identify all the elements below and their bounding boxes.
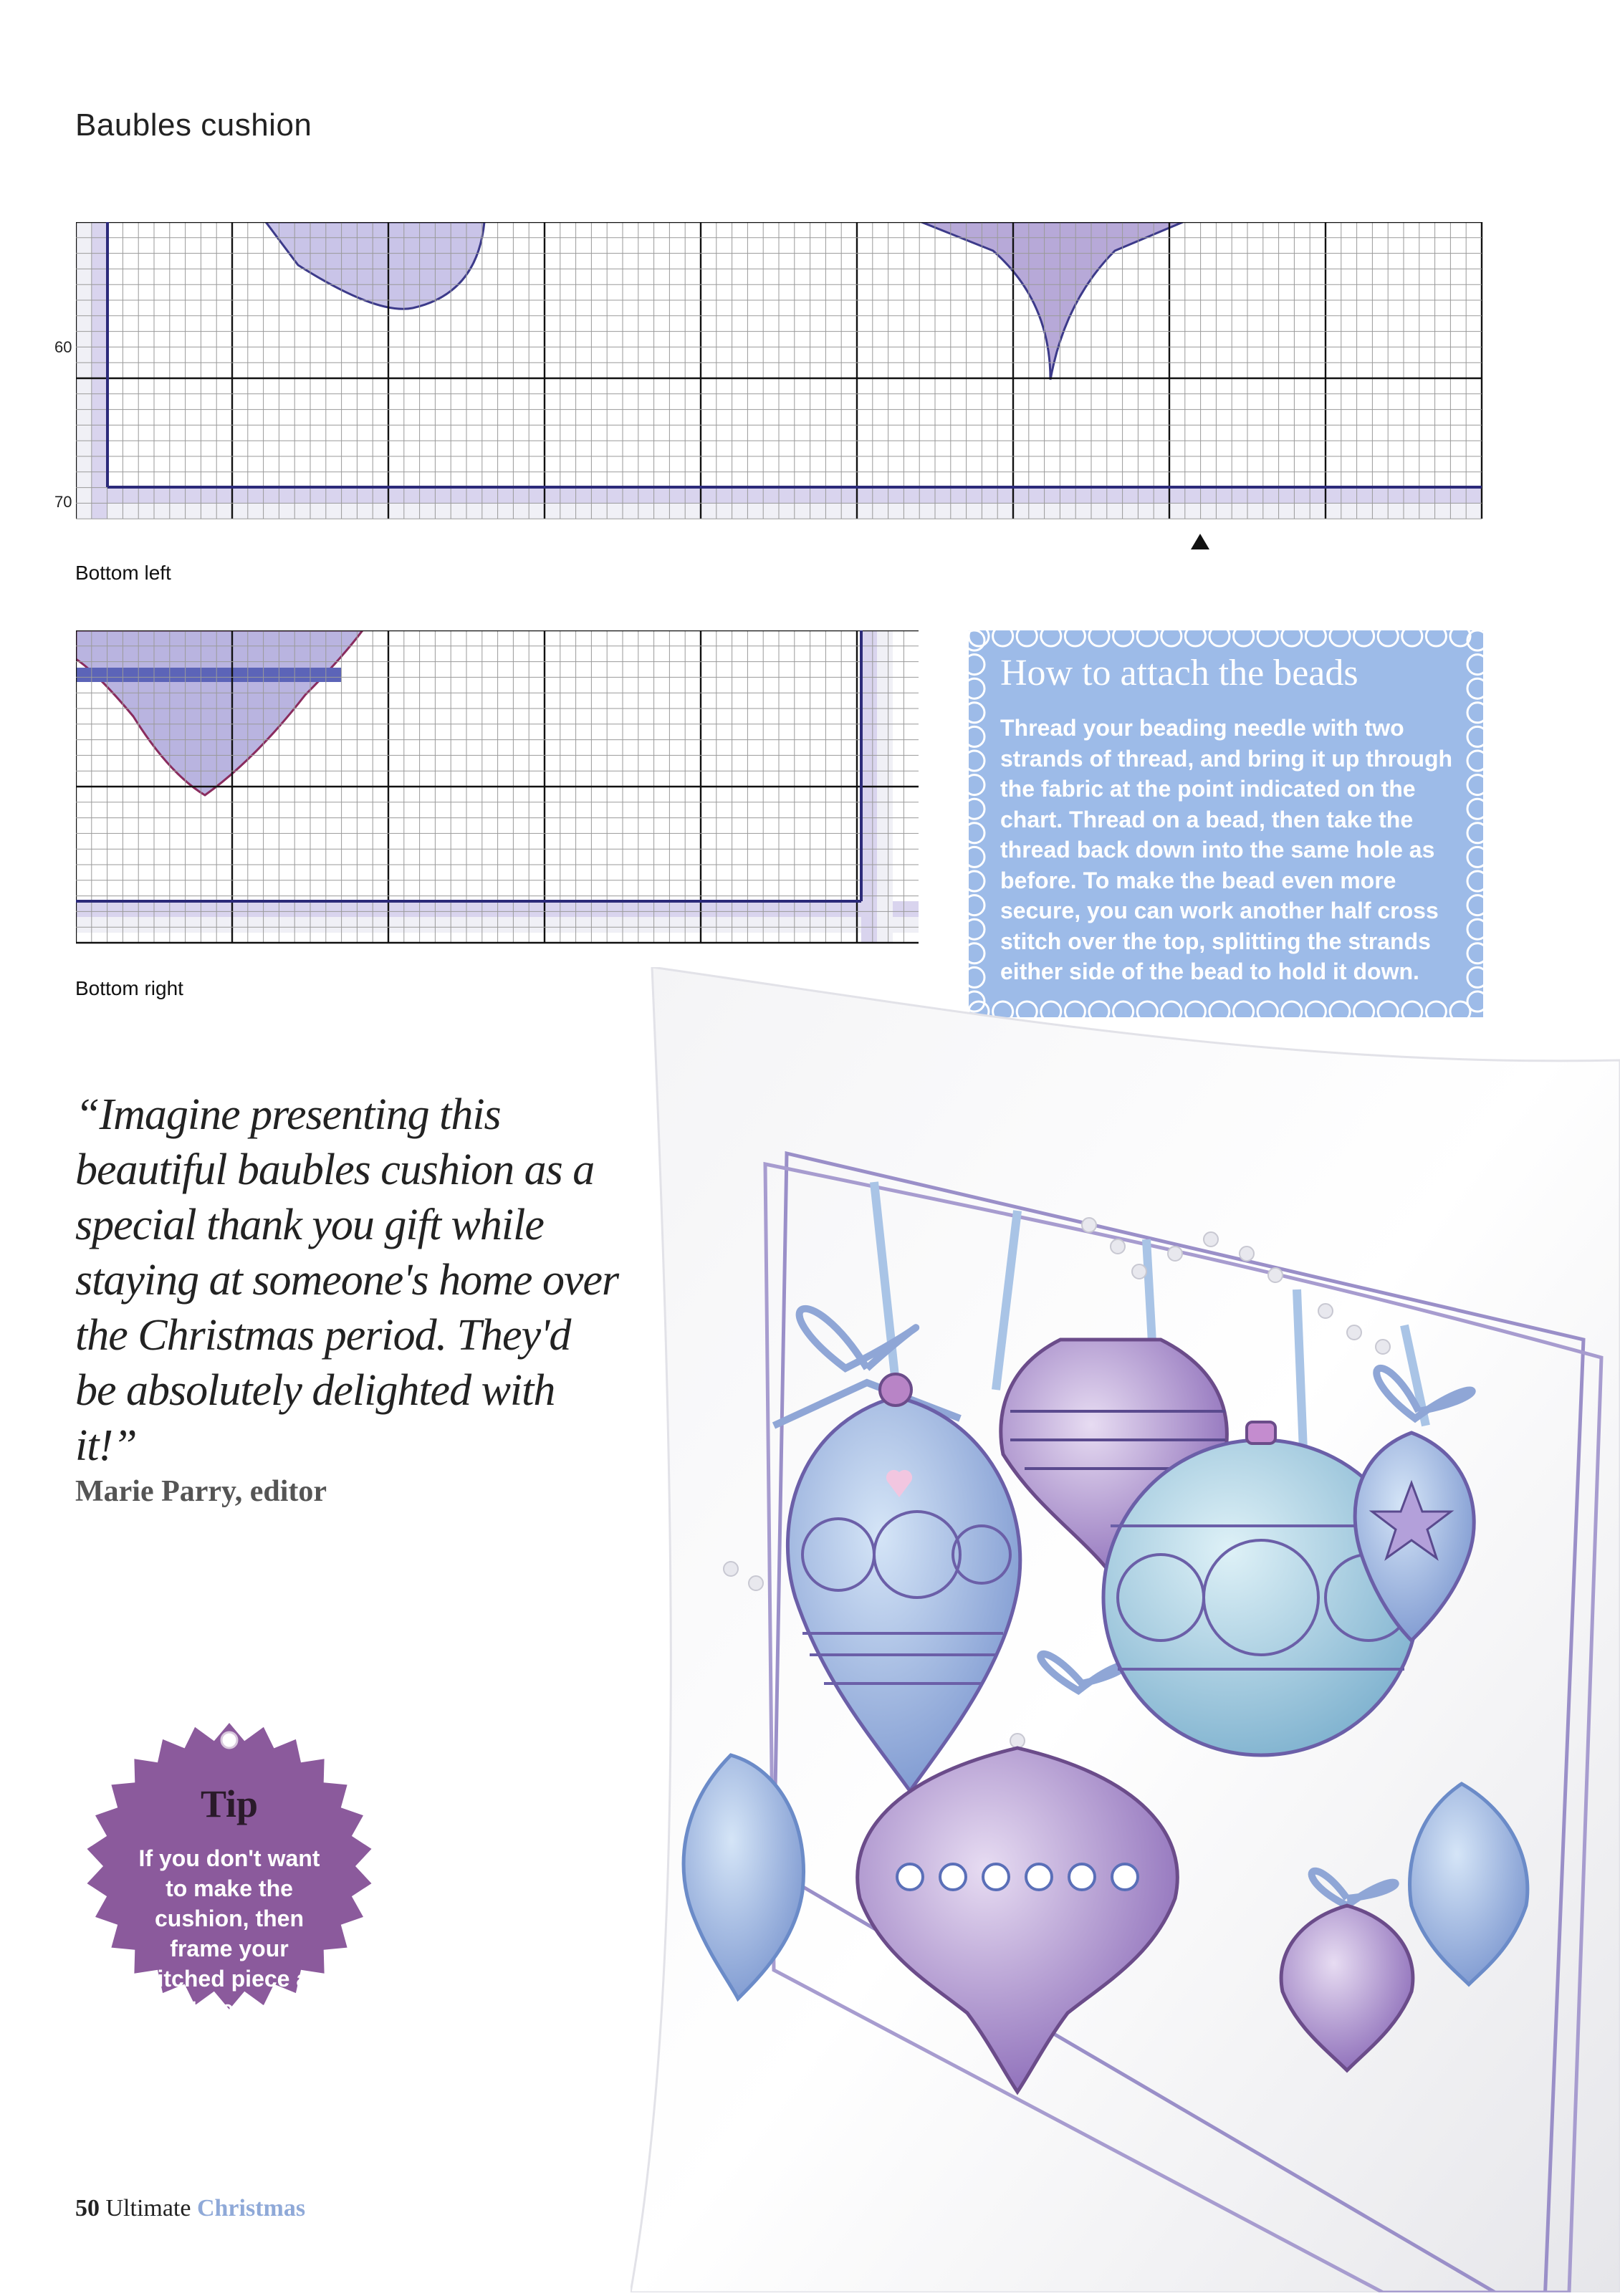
magazine-name-part1: Ultimate [105,2195,191,2221]
quote-author: Marie Parry, editor [75,1475,327,1508]
chart-grid [76,630,919,943]
editor-quote: “Imagine presenting this beautiful baubles cushion as a special thank you gift while staying at someone's home over the Christmas period. They'd be absolutely delighted with it!” [75,1090,619,1470]
beads-box-title: How to attach the beads [1000,653,1358,693]
border-band [76,917,919,933]
magazine-name-part2: Christmas [196,2195,306,2221]
cushion-photo [631,967,1620,2296]
tag-hole-icon [221,1732,237,1748]
bauble-pattern [76,668,341,682]
beads-tip-box [969,630,1483,1017]
chart-bottom-right [76,630,920,944]
section-title: Baubles cushion [75,107,312,143]
caption-bottom-right: Bottom right [75,977,183,999]
caption-bottom-left: Bottom left [75,562,171,584]
tip-title: Tip [200,1782,259,1825]
beads-box-body: Thread your beading needle with two strands of thread, and bring it up through the fabric at the point indicated on the chart. Thread on a bead, then take the thread back down into the same hole as before. To make the bead even more secure, you can work another half cross stitch over the top, splitting the strands either side of the bead to hold it down. [1000,715,1453,984]
border-band [92,222,107,519]
border-band [76,901,919,917]
page-footer [75,2195,305,2222]
row-label-70: 70 [54,493,72,511]
center-marker-icon [1189,532,1211,554]
tip-badge [79,1716,380,2022]
tip-body: If you don't want to make the cushion, then frame your stitched piece as a picture instead [137,1845,322,2022]
border-band [76,222,92,519]
row-label-60: 60 [54,338,72,356]
page-number: 50 [75,2195,100,2221]
chart-bottom-left [76,222,1483,520]
